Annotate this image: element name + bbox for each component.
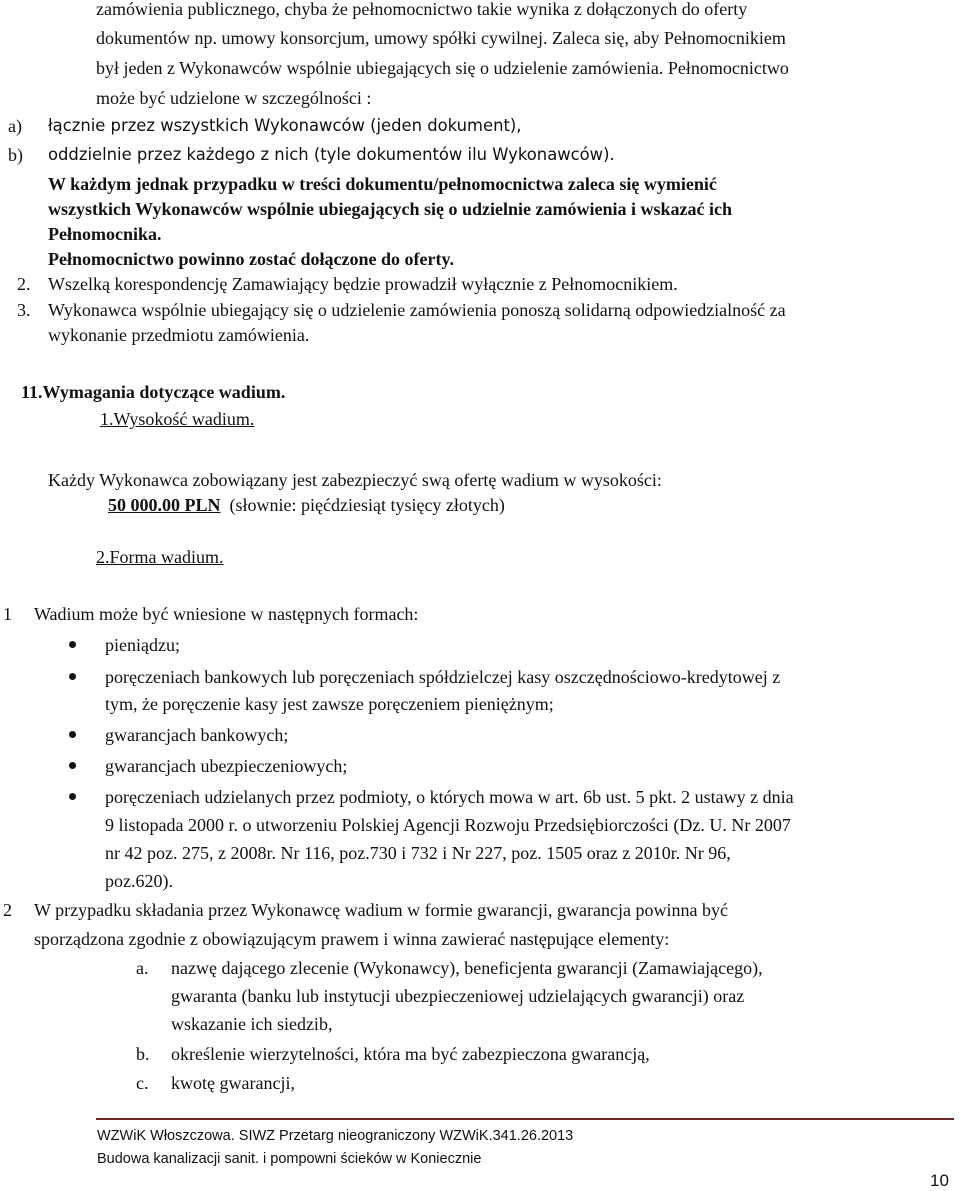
footer-divider bbox=[96, 1118, 954, 1120]
form-cash: pieniądzu; bbox=[105, 635, 180, 655]
intro-line-1: zamówienia publicznego, chyba że pełnomocnictwo takie wynika z dołączonych do oferty bbox=[96, 0, 748, 19]
item-number-2: 2. bbox=[17, 274, 31, 294]
wadium-amount-value: 50 000.00 PLN bbox=[108, 495, 221, 515]
section-heading: 11.Wymagania dotyczące wadium. bbox=[21, 382, 286, 402]
wadium-amount-words: (słownie: pięćdziesiąt tysięcy złotych) bbox=[229, 495, 505, 515]
guarantee-item-c: kwotę gwarancji, bbox=[171, 1073, 295, 1093]
footer-line-1: WZWiK Włoszczowa. SIWZ Przetarg nieograniczony WZWiK.341.26.2013 bbox=[97, 1128, 574, 1144]
intro-line-2: dokumentów np. umowy konsorcjum, umowy spółki cywilnej. Zaleca się, aby Pełnomocnikiem bbox=[96, 28, 786, 48]
guarantee-item-b: określenie wierzytelności, która ma być zabezpieczona gwarancją, bbox=[171, 1044, 650, 1064]
forms-intro: Wadium może być wniesione w następnych formach: bbox=[34, 604, 419, 624]
intro-line-3: był jeden z Wykonawców wspólnie ubiegających się o udzielenie zamówienia. Pełnomocnictwo bbox=[96, 58, 789, 78]
form-parp-sureties-line-1: poręczeniach udzielanych przez podmioty, o których mowa w art. 6b ust. 5 pkt. 2 ustawy z dnia bbox=[105, 787, 794, 807]
guarantee-line-2: sporządzona zgodnie z obowiązującym prawem i winna zawierać następujące elementy: bbox=[34, 929, 670, 949]
form-sureties-line-1: poręczeniach bankowych lub poręczeniach spółdzielczej kasy oszczędnościowo-kredytowej z bbox=[105, 667, 781, 687]
list-marker-b: b) bbox=[8, 145, 23, 165]
list-marker-a: a) bbox=[8, 116, 22, 136]
bold-note-line-3: Pełnomocnika. bbox=[48, 224, 162, 244]
item-text-2: Wszelką korespondencję Zamawiający będzie prowadził wyłącznie z Pełnomocnikiem. bbox=[48, 274, 678, 294]
guarantee-marker-a: a. bbox=[136, 958, 149, 978]
list-item-b: oddzielnie przez każdego z nich (tyle dokumentów ilu Wykonawców). bbox=[48, 145, 615, 164]
list-item-a: łącznie przez wszystkich Wykonawców (jeden dokument), bbox=[48, 116, 522, 135]
footer-line-2: Budowa kanalizacji sanit. i pompowni ścieków w Konieczni​e bbox=[97, 1151, 482, 1167]
page-number: 10 bbox=[930, 1171, 949, 1190]
wadium-amount-text: Każdy Wykonawca zobowiązany jest zabezpieczyć swą ofertę wadium w wysokości: bbox=[48, 470, 662, 490]
bullet-icon bbox=[69, 793, 76, 800]
bold-note-line-4: Pełnomocnictwo powinno zostać dołączone do oferty. bbox=[48, 249, 454, 269]
forms-number-1: 1 bbox=[3, 604, 12, 624]
item-number-3: 3. bbox=[17, 300, 31, 320]
guarantee-line-1: W przypadku składania przez Wykonawcę wadium w formie gwarancji, gwarancja powinna być bbox=[34, 900, 728, 920]
bullet-icon bbox=[69, 731, 76, 738]
item-text-3-line-2: wykonanie przedmiotu zamówienia. bbox=[48, 325, 310, 345]
intro-line-4: może być udzielone w szczególności : bbox=[96, 88, 372, 108]
subsection-heading-2: 2.Forma wadium. bbox=[96, 547, 224, 567]
bold-note-line-1: W każdym jednak przypadku w treści dokumentu/pełnomocnictwa zaleca się wymienić bbox=[48, 174, 717, 194]
subsection-heading-1: 1.Wysokość wadium. bbox=[100, 409, 255, 429]
wadium-amount-line bbox=[108, 493, 505, 517]
guarantee-item-a-line-2: gwaranta (banku lub instytucji ubezpieczeniowej udzielających gwarancji) oraz bbox=[171, 986, 745, 1006]
guarantee-marker-c: c. bbox=[136, 1073, 149, 1093]
form-parp-sureties-line-2: 9 listopada 2000 r. o utworzeniu Polskiej Agencji Rozwoju Przedsiębiorczości (Dz. U. Nr 2007 bbox=[105, 815, 791, 835]
bold-note-line-2: wszystkich Wykonawców wspólnie ubiegających się o udzielnie zamówienia i wskazać ich bbox=[48, 199, 733, 219]
form-insurance-guarantees: gwarancjach ubezpieczeniowych; bbox=[105, 756, 348, 776]
bullet-icon bbox=[69, 673, 76, 680]
bullet-icon bbox=[69, 762, 76, 769]
form-parp-sureties-line-4: poz.620). bbox=[105, 871, 173, 891]
guarantee-number-2: 2 bbox=[3, 900, 12, 920]
guarantee-marker-b: b. bbox=[136, 1044, 150, 1064]
guarantee-item-a-line-1: nazwę dającego zlecenie (Wykonawcy), beneficjenta gwarancji (Zamawiającego), bbox=[171, 958, 763, 978]
item-text-3-line-1: Wykonawca wspólnie ubiegający się o udzielenie zamówienia ponoszą solidarną odpowiedzialność za bbox=[48, 300, 786, 320]
form-bank-guarantees: gwarancjach bankowych; bbox=[105, 725, 289, 745]
guarantee-item-a-line-3: wskazanie ich siedzib, bbox=[171, 1014, 333, 1034]
bullet-icon bbox=[69, 641, 76, 648]
form-parp-sureties-line-3: nr 42 poz. 275, z 2008r. Nr 116, poz.730 i 732 i Nr 227, poz. 1505 oraz z 2010r. Nr 96, bbox=[105, 843, 731, 863]
form-sureties-line-2: tym, że poręczenie kasy jest zawsze poręczeniem pieniężnym; bbox=[105, 694, 554, 714]
